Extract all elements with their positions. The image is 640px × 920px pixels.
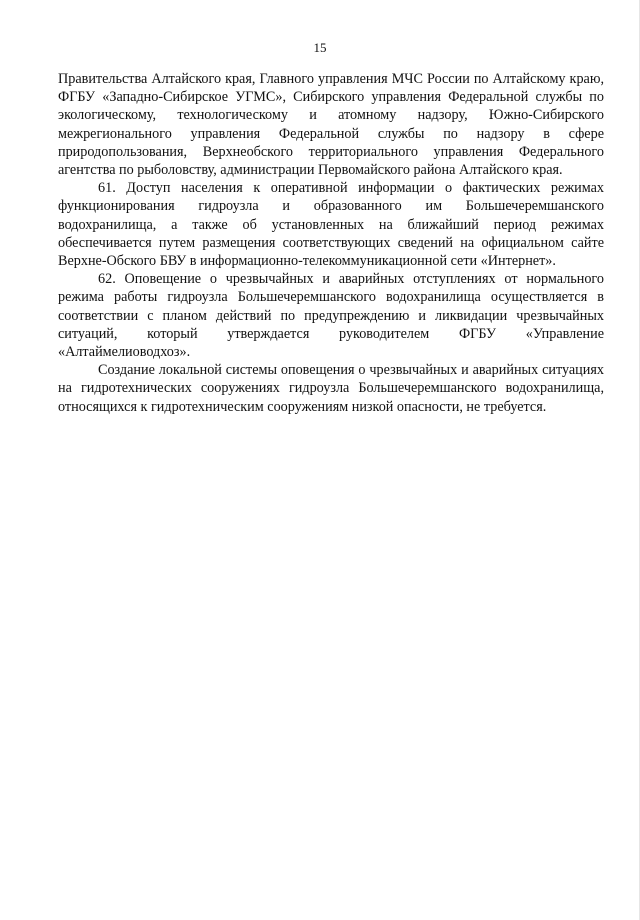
page-number: 15 [313, 40, 327, 55]
paragraph-continuation: Правительства Алтайского края, Главного управления МЧС России по Алтайскому краю, ФГБУ «Западно-Сибирское УГМС», Сибирского управления Федеральной службы по экологическому, технологическому и атомному надзору, Южно-Сибирского межрегионального управления Федеральной службы по надзору в сфере природопользования, Верхнеобского территориального управления Федерального агентства по рыболовству, администрации Первомайского района Алтайского края. [58, 71, 604, 179]
paragraph-62: 62. Оповещение о чрезвычайных и аварийных отступлениях от нормального режима работы гидроузла Большечеремшанского водохранилища осуществляется в соответствии с планом действий по предупреждению и ликвидации чрезвычайных ситуаций, который утверждается руководителем ФГБУ «Управление «Алтаймелиоводхоз». [58, 271, 604, 361]
paragraph-61: 61. Доступ населения к оперативной информации о фактических режимах функционирования гидроузла и образованного им Большечеремшанского водохранилища, а также об установленных на ближайший период режимах обеспечивается путем размещения соответствующих сведений на официальном сайте Верхне-Обского БВУ в информационно-телекоммуникационной сети «Интернет». [58, 180, 604, 270]
document-body [58, 70, 604, 416]
paragraph-local-warning: Создание локальной системы оповещения о чрезвычайных и аварийных ситуациях на гидротехнических сооружениях гидроузла Большечеремшанского водохранилища, относящихся к гидротехническим сооружениям низкой опасности, не требуется. [58, 362, 604, 415]
